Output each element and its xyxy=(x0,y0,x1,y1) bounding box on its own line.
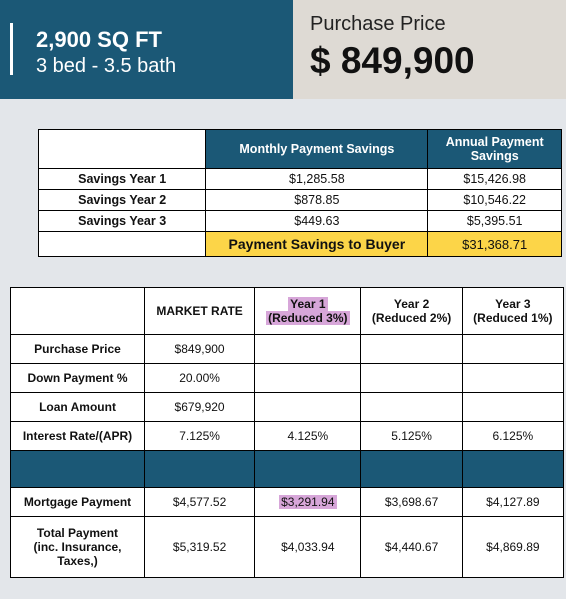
savings-row-label: Savings Year 2 xyxy=(39,190,206,211)
year2-cell xyxy=(361,364,462,393)
savings-row-label: Savings Year 3 xyxy=(39,211,206,232)
total-label-line2: (inc. Insurance, xyxy=(33,540,122,554)
table-header-row xyxy=(11,288,564,335)
annual-savings-cell: $5,395.51 xyxy=(428,211,562,232)
year1-header-line1: Year 1 xyxy=(290,297,326,311)
property-summary-panel xyxy=(0,0,293,99)
table-row xyxy=(39,232,562,257)
market-cell: $5,319.52 xyxy=(145,517,255,578)
year1-cell: 4.125% xyxy=(255,422,361,451)
year1-header xyxy=(255,288,361,335)
row-label: Purchase Price xyxy=(11,335,145,364)
savings-row-label: Savings Year 1 xyxy=(39,169,206,190)
year2-cell: $3,698.67 xyxy=(361,488,462,517)
table-row xyxy=(11,364,564,393)
table-row xyxy=(11,422,564,451)
savings-header-blank xyxy=(39,130,206,169)
row-label: Down Payment % xyxy=(11,364,145,393)
row-label: Interest Rate/(APR) xyxy=(11,422,145,451)
square-footage: 2,900 SQ FT xyxy=(36,27,162,52)
divider-cell xyxy=(361,451,462,488)
table-row xyxy=(11,517,564,578)
annual-savings-cell: $10,546.22 xyxy=(428,190,562,211)
year2-header-line2: (Reduced 2%) xyxy=(371,311,452,325)
year2-cell xyxy=(361,393,462,422)
year2-header xyxy=(361,288,462,335)
rate-comparison-table xyxy=(10,287,564,578)
market-cell: 20.00% xyxy=(145,364,255,393)
year3-cell xyxy=(462,364,563,393)
year3-cell xyxy=(462,393,563,422)
purchase-price-value: $ 849,900 xyxy=(310,40,475,81)
market-cell: $4,577.52 xyxy=(145,488,255,517)
divider-cell xyxy=(145,451,255,488)
year2-header-line1: Year 2 xyxy=(393,297,430,311)
year1-mortgage-highlight: $3,291.94 xyxy=(281,495,335,509)
market-cell: 7.125% xyxy=(145,422,255,451)
year3-cell: 6.125% xyxy=(462,422,563,451)
year1-cell: $4,033.94 xyxy=(255,517,361,578)
year1-cell xyxy=(255,335,361,364)
divider-cell xyxy=(11,451,145,488)
total-payment-label xyxy=(11,517,145,578)
table-row xyxy=(39,190,562,211)
year3-cell xyxy=(462,335,563,364)
year2-cell xyxy=(361,335,462,364)
year3-header-line2: (Reduced 1%) xyxy=(473,311,553,325)
year3-header xyxy=(462,288,563,335)
year1-cell xyxy=(255,488,361,517)
row-label: Loan Amount xyxy=(11,393,145,422)
year3-header-line1: Year 3 xyxy=(495,297,531,311)
annual-savings-cell: $15,426.98 xyxy=(428,169,562,190)
year2-cell: $4,440.67 xyxy=(361,517,462,578)
annual-savings-header: Annual Payment Savings xyxy=(428,130,562,169)
accent-bar xyxy=(10,23,13,75)
table-row xyxy=(11,393,564,422)
table-row xyxy=(11,488,564,517)
savings-total-label: Payment Savings to Buyer xyxy=(206,232,428,257)
table-row xyxy=(39,169,562,190)
monthly-savings-header: Monthly Payment Savings xyxy=(206,130,428,169)
purchase-price-panel xyxy=(293,0,566,99)
divider-cell xyxy=(255,451,361,488)
monthly-savings-cell: $878.85 xyxy=(206,190,428,211)
table-row xyxy=(39,211,562,232)
total-label-line1: Total Payment xyxy=(36,526,119,540)
mortgage-label: Mortgage Payment xyxy=(11,488,145,517)
market-cell: $849,900 xyxy=(145,335,255,364)
year3-cell: $4,127.89 xyxy=(462,488,563,517)
bed-bath-count: 3 bed - 3.5 bath xyxy=(36,55,177,77)
purchase-price-label: Purchase Price xyxy=(310,13,446,35)
savings-total-blank xyxy=(39,232,206,257)
savings-table xyxy=(38,129,562,257)
table-row xyxy=(11,335,564,364)
divider-cell xyxy=(462,451,563,488)
monthly-savings-cell: $449.63 xyxy=(206,211,428,232)
divider-row xyxy=(11,451,564,488)
year1-cell xyxy=(255,364,361,393)
year2-cell: 5.125% xyxy=(361,422,462,451)
total-label-line3: Taxes,) xyxy=(57,554,98,568)
market-cell: $679,920 xyxy=(145,393,255,422)
market-rate-header: MARKET RATE xyxy=(145,288,255,335)
year3-cell: $4,869.89 xyxy=(462,517,563,578)
comparison-header-blank xyxy=(11,288,145,335)
savings-total-value: $31,368.71 xyxy=(428,232,562,257)
monthly-savings-cell: $1,285.58 xyxy=(206,169,428,190)
year1-cell xyxy=(255,393,361,422)
year1-header-line2: (Reduced 3%) xyxy=(268,311,348,325)
